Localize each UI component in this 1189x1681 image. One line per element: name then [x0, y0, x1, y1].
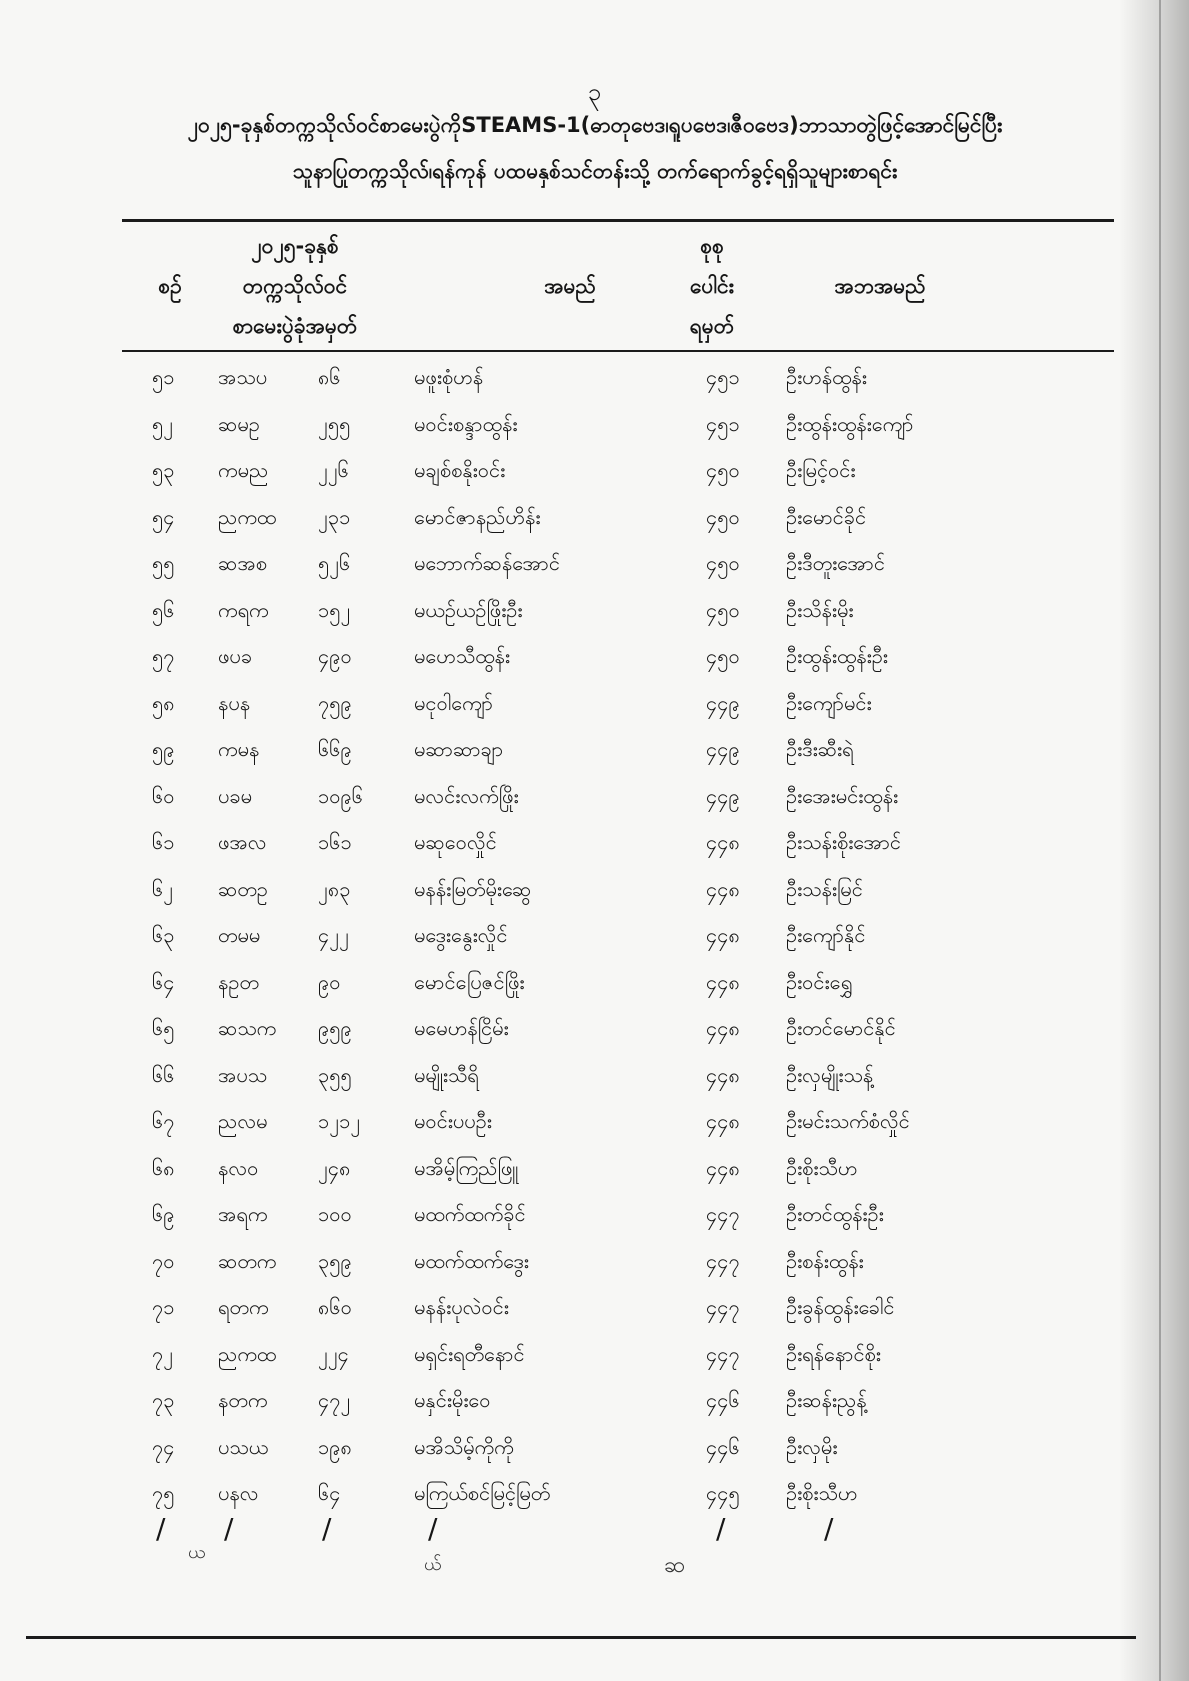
- cell-exam-code: ဆအစ: [218, 551, 267, 575]
- cell-father-name: ဦးဆန်းညွန့်: [786, 1388, 867, 1412]
- cell-exam-code: အသပ: [218, 365, 268, 389]
- table-row: [0, 1238, 1189, 1285]
- cell-student-name: မဟေသီထွန်း: [414, 644, 510, 668]
- header-exam-roll-line-1: ၂၀၂၅-ခုနှစ်: [251, 234, 339, 258]
- cell-student-name: မအိသိမ့်ကိုကို: [414, 1434, 514, 1459]
- document-title-line-1: ၂၀၂၅-ခုနှစ်တက္ကသိုလ်ဝင်စာမေးပွဲကိုSTEAMS-1(ဓာတုဗေဒ၊ရူပဗေဒ၊ဇီဝဗေဒ)ဘာသာတွဲဖြင့်အောင်မြင်ပြီး: [187, 113, 1003, 137]
- table-row: [0, 1052, 1189, 1099]
- cell-father-name: ဦးစိုးသီဟ: [786, 1155, 858, 1180]
- cell-exam-number: ၂၄၈: [318, 1155, 351, 1180]
- header-total-marks-line-2: ပေါင်း: [690, 274, 734, 298]
- cell-exam-code: ဆသက: [218, 1016, 277, 1040]
- cell-exam-code: ဆတဥ: [218, 876, 268, 901]
- cell-serial-no: ၅၃: [152, 458, 175, 482]
- cell-student-name: မနှင်းမိုးဝေ: [414, 1388, 491, 1412]
- cell-exam-number: ၉၅၉: [318, 1016, 352, 1040]
- cell-student-name: မလင်းလက်ဖြိုး: [414, 783, 519, 808]
- cell-serial-no: ၇၀: [152, 1248, 175, 1273]
- slash-mark: /: [224, 1512, 234, 1545]
- cell-total-marks: ၄၅၀: [706, 504, 740, 529]
- header-total-marks-line-3: ရမှတ်: [689, 314, 735, 338]
- slash-mark: /: [824, 1512, 834, 1545]
- table-row: [0, 1005, 1189, 1052]
- cell-student-name: မဝင်းစန္ဒာထွန်း: [414, 411, 518, 436]
- cell-father-name: ဦးကျော်မင်း: [786, 690, 872, 715]
- table-row: [0, 1424, 1189, 1471]
- cell-serial-no: ၅၅: [152, 551, 175, 575]
- cell-father-name: ဦးသိန်းမိုး: [786, 597, 854, 622]
- cell-exam-code: တမမ: [218, 923, 261, 947]
- cell-student-name: မထက်ထက်ခိုင်: [414, 1202, 526, 1226]
- cell-student-name: မထက်ထက်ဒွေး: [414, 1248, 529, 1273]
- cell-total-marks: ၄၄၈: [706, 1109, 740, 1133]
- cell-father-name: ဦးရန်နောင်စိုး: [786, 1341, 881, 1366]
- cell-exam-number: ၄၇၂: [318, 1388, 351, 1412]
- cell-exam-code: ညကထ: [218, 1341, 277, 1366]
- cell-exam-code: အရက: [218, 1202, 268, 1226]
- cell-exam-code: ဆတက: [218, 1248, 277, 1273]
- cell-exam-number: ၂၂၆: [318, 458, 349, 482]
- cell-father-name: ဦးလှမိုး: [786, 1434, 838, 1459]
- cell-exam-code: ပနလ: [218, 1481, 259, 1505]
- cell-exam-code: ရတက: [218, 1295, 269, 1319]
- cell-exam-number: ၈၆: [318, 365, 341, 389]
- table-row: [0, 1284, 1189, 1331]
- table-row: [0, 447, 1189, 494]
- table-row: [0, 680, 1189, 727]
- cell-serial-no: ၆၀: [152, 783, 175, 808]
- cell-exam-number: ၇၅၉: [318, 690, 352, 715]
- cell-serial-no: ၅၁: [152, 365, 175, 389]
- cell-student-name: မနန်းပုလဲဝင်း: [414, 1295, 509, 1319]
- cell-serial-no: ၆၄: [152, 969, 175, 994]
- table-row: [0, 354, 1189, 401]
- table-row: [0, 1098, 1189, 1145]
- table-row: [0, 819, 1189, 866]
- header-total-marks: [682, 226, 742, 346]
- cell-student-name: မငုဝါကျော်: [414, 690, 494, 715]
- header-father-name: အဘအမည်: [834, 274, 926, 298]
- cell-exam-code: ပခမ: [218, 783, 253, 808]
- cell-exam-number: ၈၆၀: [318, 1295, 352, 1319]
- cell-total-marks: ၄၄၉: [706, 783, 740, 808]
- cell-serial-no: ၅၇: [152, 644, 175, 668]
- table-row: [0, 1331, 1189, 1378]
- cell-total-marks: ၄၄၇: [706, 1295, 740, 1319]
- cell-total-marks: ၄၄၈: [706, 923, 740, 947]
- cell-student-name: မယဉ်ယဉ်ဖြိုးဦး: [414, 597, 523, 622]
- cell-serial-no: ၇၄: [152, 1434, 175, 1459]
- cell-exam-number: ၁၅၂: [318, 597, 351, 622]
- cell-exam-code: နဥတ: [218, 969, 259, 994]
- header-name: အမည်: [544, 274, 596, 298]
- cell-total-marks: ၄၅၀: [706, 551, 740, 575]
- cell-father-name: ဦးတင်မောင်နိုင်: [786, 1016, 896, 1040]
- cell-total-marks: ၄၄၈: [706, 830, 740, 854]
- cell-total-marks: ၄၄၈: [706, 876, 740, 901]
- cell-serial-no: ၇၃: [152, 1388, 175, 1412]
- cell-father-name: ဦးစိုးသီဟ: [786, 1481, 858, 1505]
- table-header-rule: [122, 350, 1114, 352]
- cell-father-name: ဦးထွန်းထွန်းဦး: [786, 644, 888, 668]
- cell-student-name: မမျိုးသီရိ: [414, 1062, 479, 1087]
- cell-total-marks: ၄၅၀: [706, 644, 740, 668]
- header-exam-roll-line-3: စာမေးပွဲခုံအမှတ်: [232, 314, 358, 338]
- cell-exam-code: ကရက: [218, 597, 269, 622]
- cell-exam-code: ဖအလ: [218, 830, 267, 854]
- table-row: [0, 494, 1189, 541]
- cell-exam-code: ညကထ: [218, 504, 277, 529]
- cell-serial-no: ၆၆: [152, 1062, 175, 1087]
- cell-father-name: ဦးခွန်ထွန်းခေါင်: [786, 1295, 895, 1319]
- cell-total-marks: ၄၄၈: [706, 1155, 740, 1180]
- cell-serial-no: ၆၇: [152, 1109, 175, 1133]
- cell-exam-number: ၂၃၁: [318, 504, 351, 529]
- cell-total-marks: ၄၅၁: [706, 365, 740, 389]
- handwritten-mark: ယ: [188, 1542, 206, 1563]
- cell-serial-no: ၅၈: [152, 690, 175, 715]
- cell-exam-number: ၅၂၆: [318, 551, 351, 575]
- table-row: [0, 1191, 1189, 1238]
- header-exam-roll: [200, 226, 390, 346]
- cell-total-marks: ၄၅၀: [706, 597, 740, 622]
- cell-father-name: ဦးစန်းထွန်း: [786, 1248, 864, 1273]
- cell-total-marks: ၄၅၀: [706, 458, 740, 482]
- cell-student-name: မောင်ပြေဇင်ဖြိုး: [414, 969, 525, 994]
- cell-student-name: မချစ်စနိုးဝင်း: [414, 458, 506, 482]
- cell-total-marks: ၄၄၇: [706, 1248, 740, 1273]
- slash-mark: /: [322, 1512, 332, 1545]
- cell-total-marks: ၄၄၈: [706, 1062, 740, 1087]
- cell-total-marks: ၄၄၅: [706, 1481, 740, 1505]
- slash-mark: /: [428, 1512, 438, 1545]
- cell-student-name: မဝင်းပပဦး: [414, 1109, 492, 1133]
- page-number: ၃: [587, 78, 602, 106]
- table-row: [0, 1377, 1189, 1424]
- cell-serial-no: ၇၅: [152, 1481, 175, 1505]
- cell-serial-no: ၅၄: [152, 504, 175, 529]
- cell-total-marks: ၄၄၆: [706, 1434, 740, 1459]
- cell-student-name: မအိမ့်ကြည်ဖြူ: [414, 1155, 519, 1180]
- table-row: [0, 401, 1189, 448]
- cell-father-name: ဦးကျော်နိုင်: [786, 923, 866, 947]
- document-title-line-2: သူနာပြုတက္ကသိုလ်၊ရန်ကုန် ပထမနှစ်သင်တန်းသို့ တက်ရောက်ခွင့်ရရှိသူများစာရင်း: [292, 159, 898, 183]
- cell-father-name: ဦးသန်းမြင်: [786, 876, 863, 901]
- cell-exam-number: ၁၀၉၆: [318, 783, 363, 808]
- cell-total-marks: ၄၄၉: [706, 737, 740, 761]
- cell-exam-code: ညလမ: [218, 1109, 268, 1133]
- table-row: [0, 633, 1189, 680]
- cell-exam-code: ကမန: [218, 737, 260, 761]
- cell-serial-no: ၆၉: [152, 1202, 175, 1226]
- cell-serial-no: ၇၂: [152, 1341, 174, 1366]
- cell-exam-code: ပသယ: [218, 1434, 269, 1459]
- cell-exam-number: ၁၀၀: [318, 1202, 352, 1226]
- cell-exam-number: ၄၉၀: [318, 644, 352, 668]
- cell-father-name: ဦးဒီတူးအောင်: [786, 551, 885, 575]
- cell-student-name: မမေဟန်ငြိမ်း: [414, 1016, 509, 1040]
- cell-father-name: ဦးအေးမင်းထွန်း: [786, 783, 899, 808]
- cell-serial-no: ၆၂: [152, 876, 174, 901]
- cell-father-name: ဦးဝင်းရွှေ: [786, 969, 853, 994]
- cell-exam-code: ဖပခ: [218, 644, 253, 668]
- cell-exam-number: ၃၅၉: [318, 1248, 352, 1273]
- cell-father-name: ဦးထွန်းထွန်းကျော်: [786, 411, 914, 436]
- cell-total-marks: ၄၄၇: [706, 1202, 740, 1226]
- cell-father-name: ဦးမောင်ခိုင်: [786, 504, 867, 529]
- cell-exam-number: ၃၅၅: [318, 1062, 352, 1087]
- slash-mark: /: [156, 1512, 166, 1545]
- cell-total-marks: ၄၄၇: [706, 1341, 740, 1366]
- cell-student-name: မဆုဝေလှိုင်: [414, 830, 497, 854]
- cell-exam-number: ၁၂၁၂: [318, 1109, 361, 1133]
- cell-total-marks: ၄၄၆: [706, 1388, 740, 1412]
- table-row: [0, 540, 1189, 587]
- handwritten-mark: ယ်: [424, 1554, 442, 1575]
- cell-father-name: ဦးမင်းသက်စံလှိုင်: [786, 1109, 910, 1133]
- table-body: [0, 354, 1189, 1517]
- cell-student-name: မကြယ်စင်မြင့်မြတ်: [414, 1481, 551, 1505]
- slash-mark: /: [716, 1512, 726, 1545]
- cell-exam-code: အပသ: [218, 1062, 268, 1087]
- handwritten-signature: ဆ: [664, 1553, 686, 1578]
- cell-exam-number: ၂၅၅: [318, 411, 351, 436]
- cell-father-name: ဦးသန်းစိုးအောင်: [786, 830, 902, 854]
- table-row: [0, 1470, 1189, 1517]
- cell-total-marks: ၄၄၈: [706, 1016, 740, 1040]
- cell-exam-code: နလဝ: [218, 1155, 259, 1180]
- cell-father-name: ဦးဟန်ထွန်း: [786, 365, 867, 389]
- cell-father-name: ဦးလှမျိုးသန့်: [786, 1062, 874, 1087]
- cell-serial-no: ၆၁: [152, 830, 175, 854]
- cell-exam-number: ၆၆၉: [318, 737, 352, 761]
- page-bottom-rule: [26, 1636, 1136, 1639]
- cell-exam-number: ၂၂၄: [318, 1341, 349, 1366]
- table-row: [0, 587, 1189, 634]
- cell-student-name: မဆာဆာချာ: [414, 737, 504, 761]
- cell-serial-no: ၇၁: [152, 1295, 175, 1319]
- cell-serial-no: ၆၈: [152, 1155, 175, 1180]
- cell-student-name: မဖူးစုံဟန်: [414, 365, 484, 389]
- table-row: [0, 912, 1189, 959]
- cell-serial-no: ၆၅: [152, 1016, 175, 1040]
- cell-exam-code: နပန: [218, 690, 251, 715]
- cell-exam-number: ၄၂၂: [318, 923, 349, 947]
- cell-student-name: မဘောက်ဆန်အောင်: [414, 551, 560, 575]
- cell-serial-no: ၅၆: [152, 597, 175, 622]
- cell-exam-number: ၁၉၈: [318, 1434, 352, 1459]
- cell-serial-no: ၆၃: [152, 923, 175, 947]
- cell-total-marks: ၄၄၉: [706, 690, 740, 715]
- cell-student-name: မဒွေးနွေးလှိုင်: [414, 923, 508, 947]
- cell-father-name: ဦးမြင့်ဝင်း: [786, 458, 856, 482]
- cell-student-name: မောင်ဇာနည်ဟိန်း: [414, 504, 541, 529]
- table-row: [0, 866, 1189, 913]
- cell-exam-number: ၆၄: [318, 1481, 341, 1505]
- cell-total-marks: ၄၄၈: [706, 969, 740, 994]
- cell-exam-code: ကမည: [218, 458, 269, 482]
- header-serial-no: စဉ်: [158, 274, 182, 298]
- table-top-rule: [122, 219, 1114, 222]
- table-row: [0, 959, 1189, 1006]
- cell-exam-number: ၁၆၁: [318, 830, 352, 854]
- cell-exam-code: နတက: [218, 1388, 268, 1412]
- header-exam-roll-line-2: တက္ကသိုလ်ဝင်: [242, 274, 348, 298]
- cell-student-name: မနန်းမြတ်မိုးဆွေ: [414, 876, 532, 901]
- table-row: [0, 773, 1189, 820]
- cell-exam-number: ၂၈၃: [318, 876, 351, 901]
- cell-father-name: ဦးတင်ထွန်းဦး: [786, 1202, 884, 1226]
- table-row: [0, 726, 1189, 773]
- cell-student-name: မရှင်းရတီနောင်: [414, 1341, 525, 1366]
- table-row: [0, 1145, 1189, 1192]
- cell-serial-no: ၅၂: [152, 411, 174, 436]
- header-total-marks-line-1: စုစု: [700, 234, 724, 258]
- cell-father-name: ဦးဒီးဆီးရဲ: [786, 737, 854, 761]
- cell-exam-code: ဆမဥ: [218, 411, 260, 436]
- cell-serial-no: ၅၉: [152, 737, 175, 761]
- cell-total-marks: ၄၅၁: [706, 411, 740, 436]
- cell-exam-number: ၉၀: [318, 969, 341, 994]
